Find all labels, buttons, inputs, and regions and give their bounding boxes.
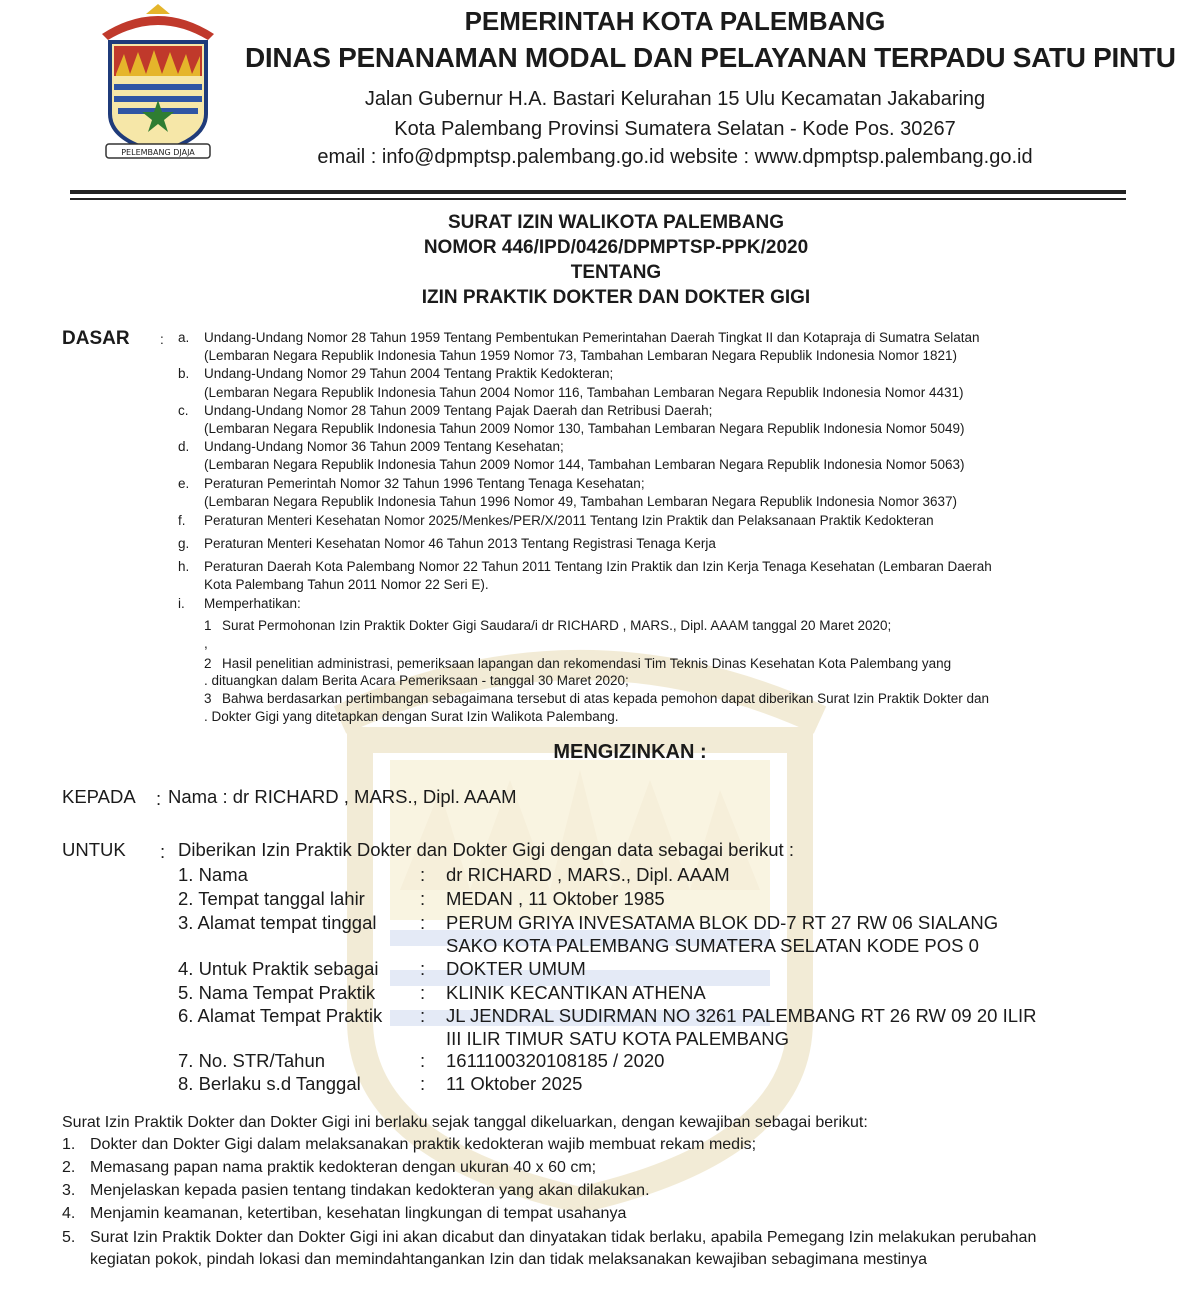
detail-label: 6. Alamat Tempat Praktik bbox=[178, 1005, 383, 1026]
detail-label: 1. Nama bbox=[178, 864, 248, 885]
memperhatikan-line: . Dokter Gigi yang ditetapkan dengan Surat Izin Walikota Palembang. bbox=[204, 709, 619, 724]
kepada-label: KEPADA bbox=[62, 786, 136, 807]
header-divider-thin bbox=[70, 198, 1126, 200]
dasar-marker: f. bbox=[178, 513, 186, 528]
detail-label: 4. Untuk Praktik sebagai bbox=[178, 958, 379, 979]
letterhead-contact: email : info@dpmptsp.palembang.go.id website : www.dpmptsp.palembang.go.id bbox=[317, 146, 1033, 168]
memperhatikan-number: 2 bbox=[204, 656, 212, 671]
letterhead-government: PEMERINTAH KOTA PALEMBANG bbox=[464, 6, 886, 36]
obligation-text: Menjamin keamanan, ketertiban, kesehatan lingkungan di tempat usahanya bbox=[90, 1205, 627, 1222]
detail-colon: : bbox=[420, 1005, 426, 1026]
detail-colon: : bbox=[420, 864, 426, 885]
detail-value: dr RICHARD , MARS., Dipl. AAAM bbox=[446, 864, 730, 885]
dasar-marker: a. bbox=[178, 330, 190, 345]
dasar-item-line: (Lembaran Negara Republik Indonesia Tahun 1996 Nomor 49, Tambahan Lembaran Negara Republik Indonesia Nomor 3637) bbox=[204, 494, 957, 509]
obligation-text: Memasang papan nama praktik kedokteran dengan ukuran 40 x 60 cm; bbox=[90, 1159, 597, 1176]
detail-label: 8. Berlaku s.d Tanggal bbox=[178, 1073, 361, 1094]
kepada-name: Nama : dr RICHARD , MARS., Dipl. AAAM bbox=[168, 786, 517, 807]
mengizinkan-heading: MENGIZINKAN : bbox=[553, 741, 707, 763]
obligation-text: Menjelaskan kepada pasien tentang tindakan kedokteran yang akan dilakukan. bbox=[90, 1182, 650, 1199]
untuk-intro: Diberikan Izin Praktik Dokter dan Dokter Gigi dengan data sebagai berikut : bbox=[178, 839, 794, 860]
letterhead-address-1: Jalan Gubernur H.A. Bastari Kelurahan 15 Ulu Kecamatan Jakabaring bbox=[364, 88, 986, 110]
dasar-item-line: (Lembaran Negara Republik Indonesia Tahun 2009 Nomor 130, Tambahan Lembaran Negara Republik Indonesia Nomor 5049) bbox=[204, 421, 965, 436]
dasar-item-line: Peraturan Menteri Kesehatan Nomor 2025/Menkes/PER/X/2011 Tentang Izin Praktik dan Pelaksanaan Praktik Kedokteran bbox=[204, 513, 934, 528]
dasar-colon: : bbox=[160, 332, 164, 347]
detail-colon: : bbox=[420, 912, 426, 933]
dasar-marker: d. bbox=[178, 439, 190, 454]
obligation-number: 5. bbox=[62, 1229, 76, 1246]
detail-colon: : bbox=[420, 1073, 426, 1094]
logo-caption: PELEMBANG DJAJA bbox=[121, 148, 195, 157]
detail-value-cont: SAKO KOTA PALEMBANG SUMATERA SELATAN KODE POS 0 bbox=[446, 935, 979, 956]
dasar-label: DASAR bbox=[62, 328, 130, 349]
kepada-colon: : bbox=[156, 788, 162, 809]
dasar-marker: h. bbox=[178, 559, 190, 574]
obligation-number: 4. bbox=[62, 1205, 76, 1222]
detail-label: 2. Tempat tanggal lahir bbox=[178, 888, 365, 909]
memperhatikan-number: 1 bbox=[204, 618, 212, 633]
detail-label: 3. Alamat tempat tinggal bbox=[178, 912, 377, 933]
memperhatikan-number: 3 bbox=[204, 691, 212, 706]
dasar-item-line: Undang-Undang Nomor 28 Tahun 2009 Tentang Pajak Daerah dan Retribusi Daerah; bbox=[204, 403, 713, 418]
dasar-marker: c. bbox=[178, 403, 189, 418]
memperhatikan-line: Bahwa berdasarkan pertimbangan sebagaimana tersebut di atas kepada pemohon dapat diberikan Surat Izin Praktik Dokter dan bbox=[222, 691, 989, 706]
detail-colon: : bbox=[420, 958, 426, 979]
dasar-marker: b. bbox=[178, 366, 190, 381]
obligation-number: 1. bbox=[62, 1136, 76, 1153]
detail-value: 11 Oktober 2025 bbox=[446, 1073, 583, 1094]
obligations-intro: Surat Izin Praktik Dokter dan Dokter Gigi ini berlaku sejak tanggal dikeluarkan, dengan kewajiban sebagai berikut: bbox=[62, 1114, 868, 1131]
obligation-text: Surat Izin Praktik Dokter dan Dokter Gigi ini akan dicabut dan dinyatakan tidak berlaku, apabila Pemegang Izin melakukan perubahan bbox=[90, 1229, 1037, 1246]
obligation-text-cont: kegiatan pokok, pindah lokasi dan memindahtangankan Izin dan tidak melaksanakan kewajiban sebagimana mestinya bbox=[90, 1251, 927, 1268]
obligation-number: 2. bbox=[62, 1159, 76, 1176]
detail-value: DOKTER UMUM bbox=[446, 958, 586, 979]
untuk-colon: : bbox=[160, 841, 166, 862]
memperhatikan-line: Hasil penelitian administrasi, pemeriksaan lapangan dan rekomendasi Tim Teknis Dinas Kesehatan Kota Palembang yang bbox=[222, 656, 952, 671]
detail-label: 5. Nama Tempat Praktik bbox=[178, 982, 376, 1003]
detail-value: MEDAN , 11 Oktober 1985 bbox=[446, 888, 665, 909]
dasar-item-line: (Lembaran Negara Republik Indonesia Tahun 2004 Nomor 116, Tambahan Lembaran Negara Republik Indonesia Nomor 4431) bbox=[204, 385, 964, 400]
palembang-logo-icon bbox=[96, 4, 220, 164]
dasar-item-line: Memperhatikan: bbox=[204, 596, 301, 611]
header-divider-thick bbox=[70, 190, 1126, 194]
letterhead-address-2: Kota Palembang Provinsi Sumatera Selatan - Kode Pos. 30267 bbox=[394, 118, 956, 140]
detail-value: JL JENDRAL SUDIRMAN NO 3261 PALEMBANG RT 26 RW 09 20 ILIR bbox=[446, 1005, 1037, 1026]
detail-value: PERUM GRIYA INVESATAMA BLOK DD-7 RT 27 RW 06 SIALANG bbox=[446, 912, 999, 933]
detail-value-cont: III ILIR TIMUR SATU KOTA PALEMBANG bbox=[446, 1028, 789, 1049]
memperhatikan-line: Surat Permohonan Izin Praktik Dokter Gigi Saudara/i dr RICHARD , MARS., Dipl. AAAM tanggal 20 Maret 2020; bbox=[222, 618, 892, 633]
detail-value: KLINIK KECANTIKAN ATHENA bbox=[446, 982, 706, 1003]
memperhatikan-line: . dituangkan dalam Berita Acara Pemeriksaan - tanggal 30 Maret 2020; bbox=[204, 673, 629, 688]
dasar-item-line: Peraturan Daerah Kota Palembang Nomor 22 Tahun 2011 Tentang Izin Praktik dan Izin Kerja Tenaga Kesehatan (Lembaran Daerah bbox=[204, 559, 992, 574]
detail-colon: : bbox=[420, 888, 426, 909]
obligation-text: Dokter dan Dokter Gigi dalam melaksanakan praktik kedokteran wajib membuat rekam medis; bbox=[90, 1136, 757, 1153]
detail-colon: : bbox=[420, 1050, 426, 1071]
document-title: SURAT IZIN WALIKOTA PALEMBANG bbox=[448, 212, 784, 233]
dasar-item-line: Kota Palembang Tahun 2011 Nomor 22 Seri E). bbox=[204, 577, 489, 592]
detail-colon: : bbox=[420, 982, 426, 1003]
document-subject: IZIN PRAKTIK DOKTER DAN DOKTER GIGI bbox=[421, 287, 811, 308]
dasar-item-line: (Lembaran Negara Republik Indonesia Tahun 1959 Nomor 73, Tambahan Lembaran Negara Republik Indonesia Nomor 1821) bbox=[204, 348, 957, 363]
dasar-marker: e. bbox=[178, 476, 190, 491]
dasar-marker: g. bbox=[178, 536, 190, 551]
memperhatikan-line: , bbox=[204, 636, 208, 651]
dasar-item-line: Undang-Undang Nomor 36 Tahun 2009 Tentang Kesehatan; bbox=[204, 439, 564, 454]
detail-value: 1611100320108185 / 2020 bbox=[446, 1050, 665, 1071]
obligation-number: 3. bbox=[62, 1182, 76, 1199]
dasar-item-line: Undang-Undang Nomor 28 Tahun 1959 Tentang Pembentukan Pemerintahan Daerah Tingkat II dan Kotapraja di Sumatra Selatan bbox=[204, 330, 980, 345]
untuk-label: UNTUK bbox=[62, 839, 126, 860]
letterhead-agency: DINAS PENANAMAN MODAL DAN PELAYANAN TERPADU SATU PINTU bbox=[245, 42, 1176, 73]
document-tentang: TENTANG bbox=[570, 262, 662, 283]
dasar-item-line: Peraturan Pemerintah Nomor 32 Tahun 1996 Tentang Tenaga Kesehatan; bbox=[204, 476, 645, 491]
document-number: NOMOR 446/IPD/0426/DPMPTSP-PPK/2020 bbox=[423, 237, 809, 258]
dasar-marker: i. bbox=[178, 596, 185, 611]
dasar-item-line: Undang-Undang Nomor 29 Tahun 2004 Tentang Praktik Kedokteran; bbox=[204, 366, 614, 381]
dasar-item-line: (Lembaran Negara Republik Indonesia Tahun 2009 Nomor 144, Tambahan Lembaran Negara Republik Indonesia Nomor 5063) bbox=[204, 457, 965, 472]
dasar-item-line: Peraturan Menteri Kesehatan Nomor 46 Tahun 2013 Tentang Registrasi Tenaga Kerja bbox=[204, 536, 716, 551]
detail-label: 7. No. STR/Tahun bbox=[178, 1050, 326, 1071]
